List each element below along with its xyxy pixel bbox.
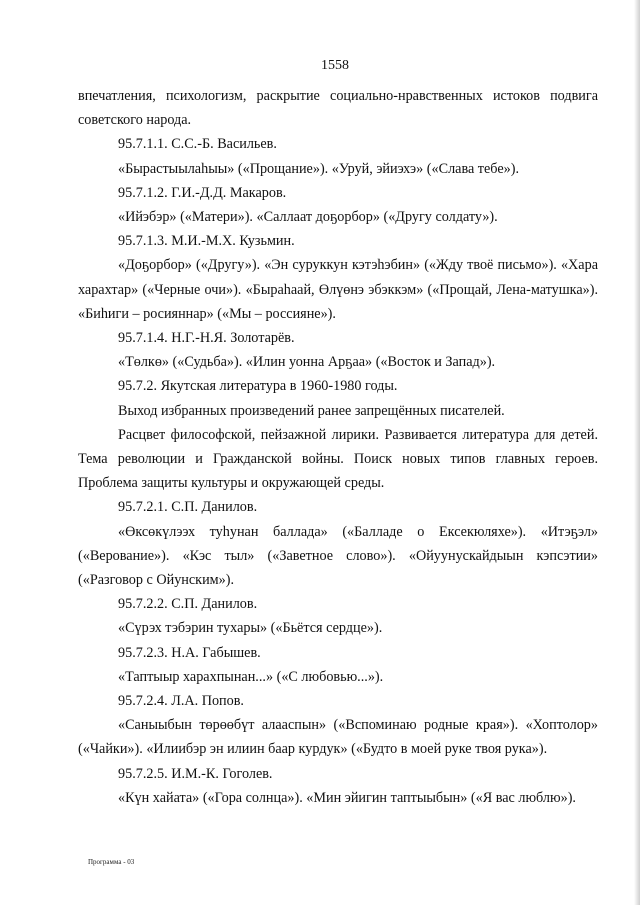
works-list: «Ийэбэр» («Матери»). «Саллаат доҕорбор» («Другу солдату»).: [118, 209, 498, 226]
works-list: «Саныыбын төрөөбүт алаaспын» («Вспоминаю родные края»). «Хоптолор» («Чайки»). «Илиибэр эн илиин баар курдук» («Будто в моей руке твоя рука»).: [78, 717, 598, 758]
section-heading: 95.7.1.3. М.И.-М.Х. Кузьмин.: [118, 233, 295, 250]
works-list: «Күн хайата» («Гора солнца»). «Мин эйигин таптыыбын» («Я вас люблю»).: [118, 789, 576, 806]
section-heading: 95.7.2.4. Л.А. Попов.: [118, 693, 244, 710]
body-paragraph: Расцвет философской, пейзажной лирики. Развивается литература для детей. Тема революции и Гражданской войны. Поиск новых типов главных героев. Проблема защиты культуры и окружающей среды.: [78, 426, 598, 492]
section-heading: 95.7.2.3. Н.А. Габышев.: [118, 644, 261, 661]
works-list: «Доҕорбор» («Другу»). «Эн суруккун кэтэһэбин» («Жду твоё письмо»). «Хара харахтар» («Черные очи»). «Быраһаай, Өлүөнэ эбэккэм» («Прощай, Лена-матушка»). «Биһиги – росияннар» («Мы – россияне»).: [78, 257, 598, 322]
works-list: «Төлкө» («Судьба»). «Илин уонна Арҕаа» («Восток и Запад»).: [118, 354, 496, 371]
section-heading: 95.7.2.1. С.П. Данилов.: [118, 499, 258, 516]
scan-edge-shadow: [634, 0, 640, 905]
page-number: 1558: [321, 58, 349, 73]
section-heading: 95.7.1.1. С.С.-Б. Васильев.: [118, 136, 277, 153]
works-list: «Бырастыылаһыы» («Прощание»). «Уруй, эйиэхэ» («Слава тебе»).: [118, 160, 519, 177]
page-footer: Программа - 03: [88, 858, 135, 866]
body-paragraph: Выход избранных произведений ранее запрещённых писателей.: [118, 402, 505, 419]
section-heading: 95.7.1.4. Н.Г.-Н.Я. Золотарёв.: [118, 330, 295, 347]
section-heading: 95.7.2.2. С.П. Данилов.: [118, 596, 258, 613]
works-list: «Таптыыр харахпынан...» («С любовью...»).: [118, 668, 384, 685]
works-list: «Өксөкүлээх туһунан баллада» («Балладе о Ексекюляхе»). «Итэҕэл» («Верование»). «Кэс тыл» («Заветное слово»). «Ойуунускайдыын кэпсэтии» («Разговор с Ойунским»).: [78, 523, 598, 589]
paragraph-continuation: впечатления, психологизм, раскрытие социально-нравственных истоков подвига советского народа.: [78, 88, 598, 129]
section-heading: 95.7.1.2. Г.И.-Д.Д. Макаров.: [118, 184, 287, 201]
section-heading: 95.7.2.5. И.М.-К. Гоголев.: [118, 765, 273, 782]
works-list: «Сүрэх тэбэрин тухары» («Бьётся сердце»).: [118, 620, 383, 637]
section-heading: 95.7.2. Якутская литература в 1960-1980 годы.: [118, 378, 398, 395]
page-body: [78, 84, 598, 810]
